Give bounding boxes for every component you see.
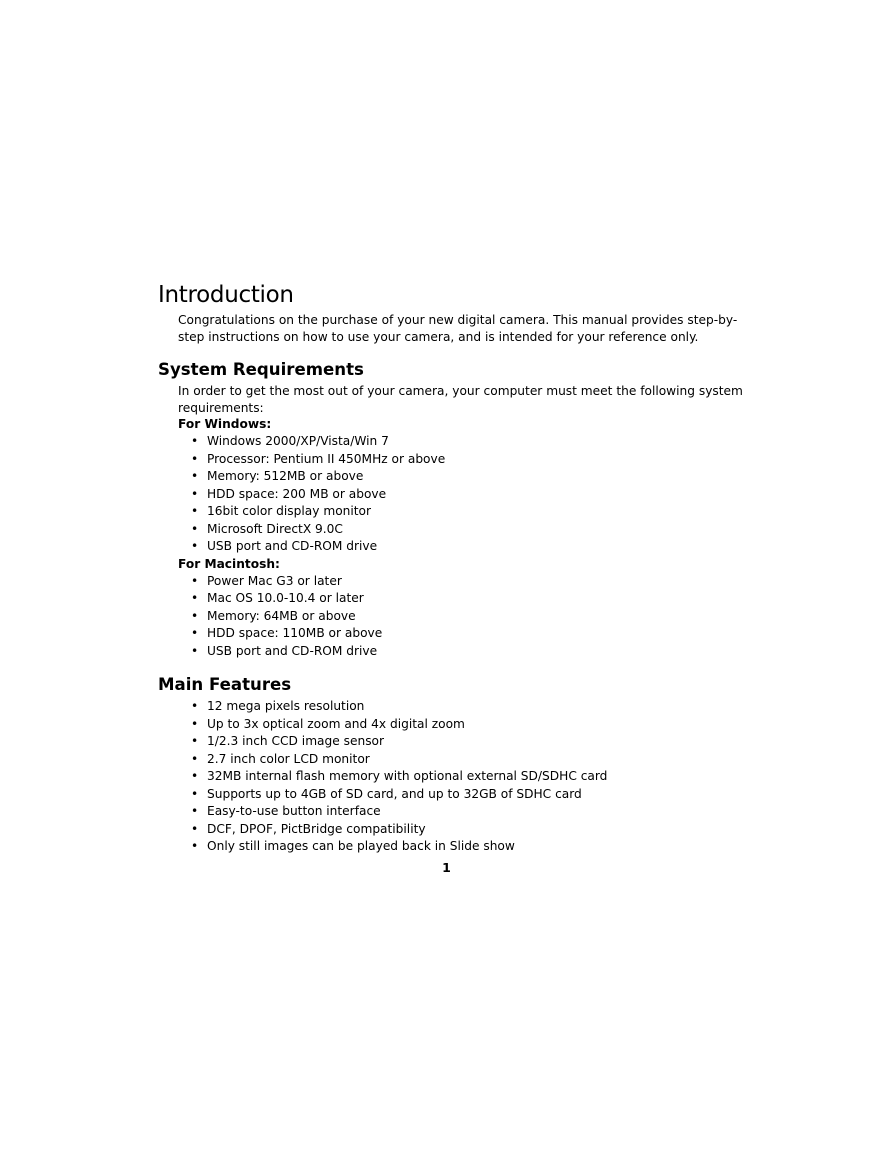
list-item: • HDD space: 110MB or above <box>188 625 758 643</box>
list-item: • Only still images can be played back in Slide show <box>188 838 758 856</box>
list-item: • Power Mac G3 or later <box>188 573 758 591</box>
list-item: • Mac OS 10.0-10.4 or later <box>188 590 758 608</box>
list-item: • 1/2.3 inch CCD image sensor <box>188 733 758 751</box>
system-requirements-heading: System Requirements <box>158 360 364 379</box>
main-features-list <box>188 698 758 856</box>
windows-requirements-list <box>188 433 758 556</box>
list-item: • Easy-to-use button interface <box>188 803 758 821</box>
system-requirements-paragraph: In order to get the most out of your camera, your computer must meet the following system requirements: <box>178 384 743 415</box>
list-item: • Up to 3x optical zoom and 4x digital zoom <box>188 716 758 734</box>
windows-subheading: For Windows: <box>178 417 272 431</box>
list-item: • Memory: 512MB or above <box>188 468 758 486</box>
introduction-paragraph: Congratulations on the purchase of your new digital camera. This manual provides step-by-step instructions on how to use your camera, and is intended for your reference only. <box>178 313 738 344</box>
list-item: • 12 mega pixels resolution <box>188 698 758 716</box>
manual-page <box>158 280 758 856</box>
mac-requirements-list <box>188 573 758 661</box>
macintosh-subheading: For Macintosh: <box>178 556 280 571</box>
list-item: • HDD space: 200 MB or above <box>188 486 758 504</box>
main-features-heading: Main Features <box>158 675 292 694</box>
list-item: • Supports up to 4GB of SD card, and up to 32GB of SDHC card <box>188 786 758 804</box>
page-number: 1 <box>442 860 451 875</box>
introduction-heading: Introduction <box>158 282 294 308</box>
list-item: • DCF, DPOF, PictBridge compatibility <box>188 821 758 839</box>
list-item: • USB port and CD-ROM drive <box>188 643 758 661</box>
list-item: • Processor: Pentium II 450MHz or above <box>188 451 758 469</box>
list-item: • Windows 2000/XP/Vista/Win 7 <box>188 433 758 451</box>
list-item: • 32MB internal flash memory with optional external SD/SDHC card <box>188 768 758 786</box>
list-item: • Memory: 64MB or above <box>188 608 758 626</box>
system-requirements-section <box>178 383 758 433</box>
list-item: • 2.7 inch color LCD monitor <box>188 751 758 769</box>
list-item: • 16bit color display monitor <box>188 503 758 521</box>
list-item: • USB port and CD-ROM drive <box>188 538 758 556</box>
list-item: • Microsoft DirectX 9.0C <box>188 521 758 539</box>
